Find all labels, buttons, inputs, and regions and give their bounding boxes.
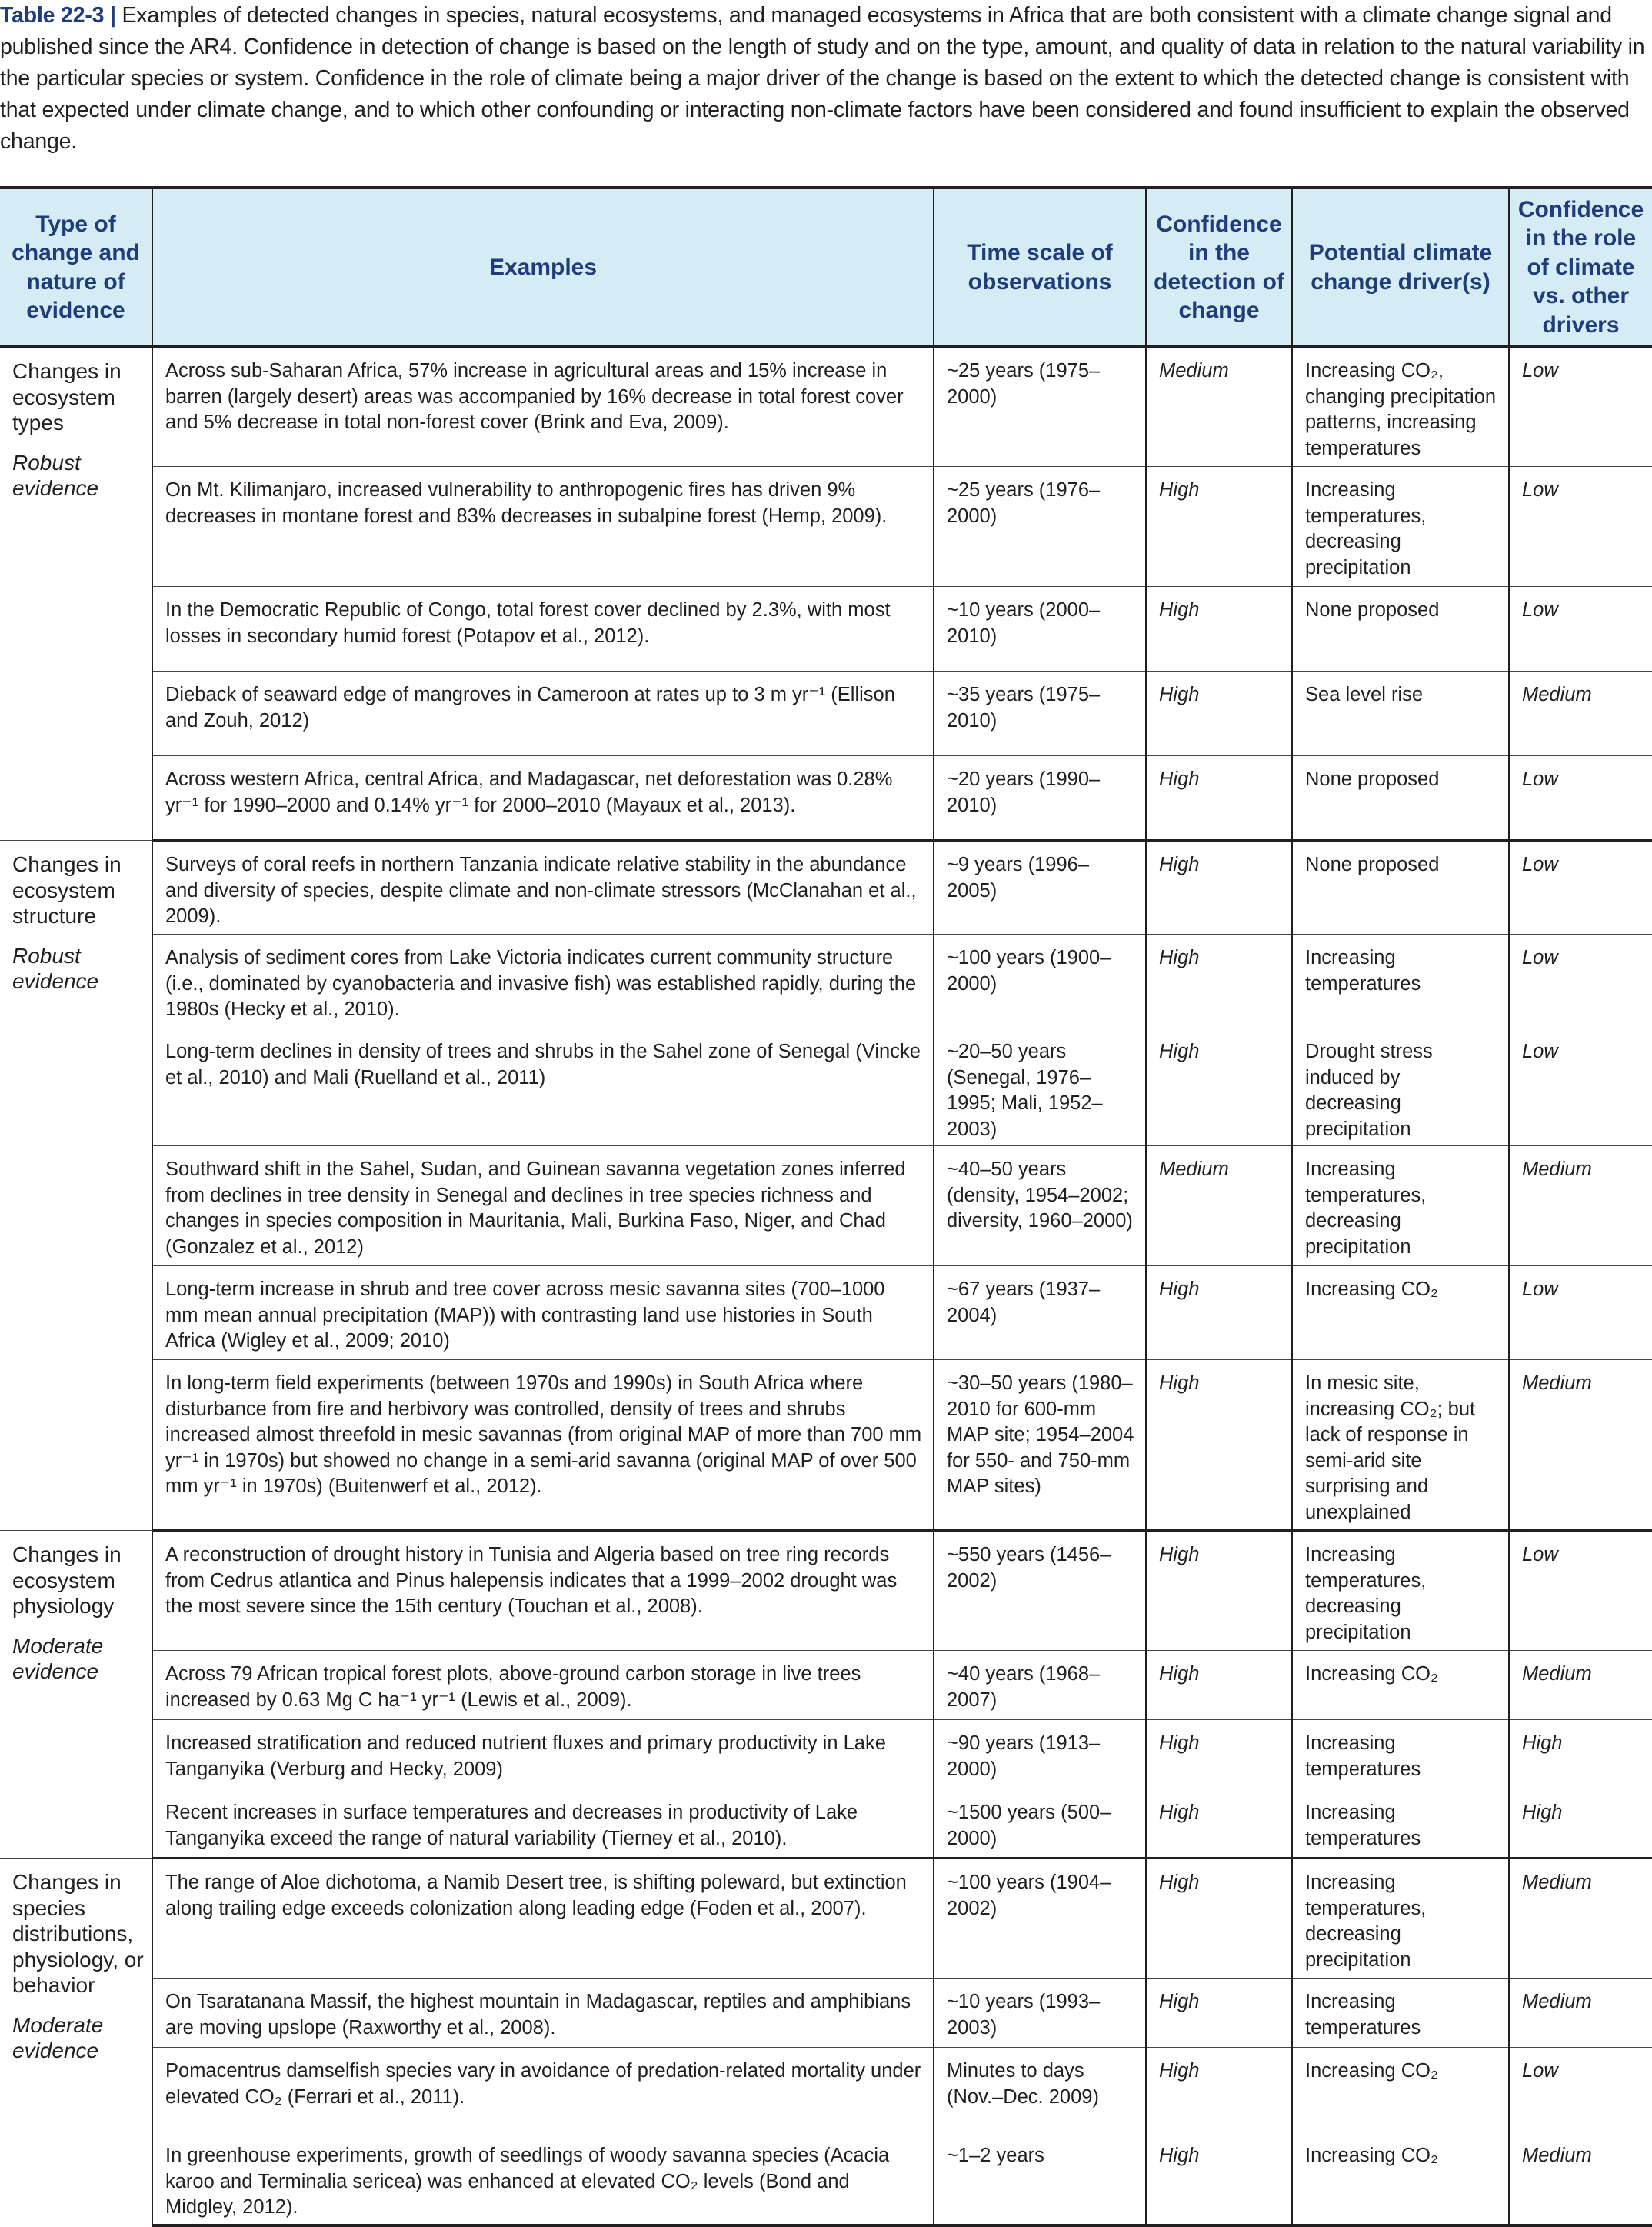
example-cell: Dieback of seaward edge of mangroves in Cameroon at rates up to 3 m yr⁻¹ (Ellison and Zouh, 2012) [152,672,934,756]
detection-confidence-cell: High [1146,756,1292,841]
driver-cell: In mesic site, increasing CO₂; but lack of response in semi-arid site surprising and unexplained [1292,1360,1509,1531]
example-cell: Across sub-Saharan Africa, 57% increase in agricultural areas and 15% increase in barren (largely desert) areas was accompanied by 16% decrease in total forest cover and 5% decrease in total non-forest cover (Brink and Eva, 2009). [152,347,934,467]
timescale-cell: ~67 years (1937–2004) [934,1266,1146,1360]
role-confidence-cell: Medium [1509,2132,1652,2225]
example-cell: In the Democratic Republic of Congo, total forest cover declined by 2.3%, with most losses in secondary humid forest (Potapov et al., 2012). [152,587,934,672]
role-confidence-cell: Low [1509,1028,1652,1146]
table-row [0,1146,1652,1266]
table-row [0,841,1652,935]
timescale-cell: ~1500 years (500–2000) [934,1789,1146,1859]
change-type: Changes in ecosystem types [12,359,122,435]
role-confidence-cell: Medium [1509,1146,1652,1266]
table-body [0,347,1652,2225]
role-confidence-cell: Medium [1509,1979,1652,2048]
driver-cell: Increasing temperatures, decreasing precipitation [1292,1531,1509,1651]
timescale-cell: ~100 years (1904–2002) [934,1859,1146,1979]
table-row [0,587,1652,672]
role-confidence-cell: High [1509,1720,1652,1789]
table-row [0,2048,1652,2132]
group-type-cell [0,1531,152,1859]
timescale-cell: ~20 years (1990–2010) [934,756,1146,841]
driver-cell: Increasing temperatures [1292,1789,1509,1859]
detection-confidence-cell: High [1146,1531,1292,1651]
table-row [0,1720,1652,1789]
evidence-level: Moderate evidence [12,2012,104,2062]
table-row [0,1789,1652,1859]
timescale-cell: ~9 years (1996–2005) [934,841,1146,935]
col-header-type: Type of change and nature of evidence [0,188,152,347]
table-row [0,1651,1652,1720]
col-header-driver: Potential climate change driver(s) [1292,188,1509,347]
table-row [0,347,1652,467]
role-confidence-cell: Low [1509,1266,1652,1360]
driver-cell: Increasing CO₂, changing precipitation patterns, increasing temperatures [1292,347,1509,467]
example-cell: Long-term increase in shrub and tree cover across mesic savanna sites (700–1000 mm mean annual precipitation (MAP)) with contrasting land use histories in South Africa (Wigley et al., 2009; 2010) [152,1266,934,1360]
role-confidence-cell: Medium [1509,1859,1652,1979]
table-row [0,756,1652,841]
example-cell: Across western Africa, central Africa, and Madagascar, net deforestation was 0.28% yr⁻¹ for 1990–2000 and 0.14% yr⁻¹ for 2000–2010 (Mayaux et al., 2013). [152,756,934,841]
example-cell: Increased stratification and reduced nutrient fluxes and primary productivity in Lake Tanganyika (Verburg and Hecky, 2009) [152,1720,934,1789]
detection-confidence-cell: High [1146,1859,1292,1979]
timescale-cell: ~20–50 years (Senegal, 1976–1995; Mali, 1952–2003) [934,1028,1146,1146]
evidence-level: Moderate evidence [12,1633,104,1683]
role-confidence-cell: Low [1509,935,1652,1028]
detection-confidence-cell: High [1146,467,1292,587]
detection-confidence-cell: High [1146,2132,1292,2225]
driver-cell: Increasing CO₂ [1292,2048,1509,2132]
timescale-cell: ~1–2 years [934,2132,1146,2225]
changes-table [0,186,1652,2227]
col-header-timescale: Time scale of observations [934,188,1146,347]
example-cell: The range of Aloe dichotoma, a Namib Desert tree, is shifting poleward, but extinction along trailing edge exceeds colonization along leading edge (Foden et al., 2007). [152,1859,934,1979]
table-row [0,935,1652,1028]
timescale-cell: ~35 years (1975–2010) [934,672,1146,756]
driver-cell: Increasing CO₂ [1292,2132,1509,2225]
detection-confidence-cell: High [1146,1028,1292,1146]
change-type: Changes in ecosystem physiology [12,1542,122,1618]
role-confidence-cell: Low [1509,2048,1652,2132]
driver-cell: None proposed [1292,587,1509,672]
role-confidence-cell: Medium [1509,672,1652,756]
group-type-cell [0,1859,152,2225]
role-confidence-cell: Low [1509,756,1652,841]
role-confidence-cell: Low [1509,467,1652,587]
detection-confidence-cell: High [1146,1720,1292,1789]
table-row [0,1266,1652,1360]
driver-cell: Drought stress induced by decreasing precipitation [1292,1028,1509,1146]
driver-cell: Increasing temperatures [1292,1979,1509,2048]
example-cell: Southward shift in the Sahel, Sudan, and Guinean savanna vegetation zones inferred from declines in tree density in Senegal and declines in tree species richness and changes in species composition in Mauritania, Mali, Burkina Faso, Niger, and Chad (Gonzalez et al., 2012) [152,1146,934,1266]
timescale-cell: ~40–50 years (density, 1954–2002; diversity, 1960–2000) [934,1146,1146,1266]
timescale-cell: ~100 years (1900–2000) [934,935,1146,1028]
example-cell: Analysis of sediment cores from Lake Victoria indicates current community structure (i.e., dominated by cyanobacteria and invasive fish) was established rapidly, during the 1980s (Hecky et al., 2010). [152,935,934,1028]
table-caption [0,0,1646,158]
driver-cell: None proposed [1292,756,1509,841]
caption-text: Examples of detected changes in species, natural ecosystems, and managed ecosystems in Africa that are both consistent with a climate change signal and published since the AR4. Confidence in detection of change is based on the length of study and on the type, amount, and quality of data in relation to the natural variability in the particular species or system. Confidence in the role of climate being a major driver of the change is based on the extent to which the detected change is consistent with that expected under climate change, and to which other confounding or interacting non-climate factors have been considered and found insufficient to explain the observed change. [0,3,1645,154]
evidence-level: Robust evidence [12,450,99,500]
table-row [0,1979,1652,2048]
timescale-cell: ~25 years (1976–2000) [934,467,1146,587]
detection-confidence-cell: High [1146,587,1292,672]
role-confidence-cell: Low [1509,841,1652,935]
evidence-level: Robust evidence [12,943,99,993]
driver-cell: Increasing temperatures, decreasing precipitation [1292,1146,1509,1266]
role-confidence-cell: Medium [1509,1360,1652,1531]
example-cell: On Tsaratanana Massif, the highest mountain in Madagascar, reptiles and amphibians are moving upslope (Raxworthy et al., 2008). [152,1979,934,2048]
example-cell: Long-term declines in density of trees and shrubs in the Sahel zone of Senegal (Vincke et al., 2010) and Mali (Ruelland et al., 2011) [152,1028,934,1146]
detection-confidence-cell: High [1146,672,1292,756]
col-header-examples: Examples [152,188,934,347]
example-cell: Across 79 African tropical forest plots, above-ground carbon storage in live trees increased by 0.63 Mg C ha⁻¹ yr⁻¹ (Lewis et al., 2009). [152,1651,934,1720]
timescale-cell: ~10 years (1993–2003) [934,1979,1146,2048]
group-type-cell [0,347,152,841]
role-confidence-cell: Low [1509,587,1652,672]
table-row [0,1028,1652,1146]
role-confidence-cell: Low [1509,347,1652,467]
detection-confidence-cell: High [1146,1979,1292,2048]
timescale-cell: Minutes to days (Nov.–Dec. 2009) [934,2048,1146,2132]
detection-confidence-cell: High [1146,1651,1292,1720]
driver-cell: Sea level rise [1292,672,1509,756]
driver-cell: Increasing temperatures [1292,935,1509,1028]
example-cell: On Mt. Kilimanjaro, increased vulnerability to anthropogenic fires has driven 9% decreases in montane forest and 83% decreases in subalpine forest (Hemp, 2009). [152,467,934,587]
example-cell: Pomacentrus damselfish species vary in avoidance of predation-related mortality under elevated CO₂ (Ferrari et al., 2011). [152,2048,934,2132]
timescale-cell: ~30–50 years (1980–2010 for 600-mm MAP site; 1954–2004 for 550- and 750-mm MAP sites) [934,1360,1146,1531]
detection-confidence-cell: High [1146,2048,1292,2132]
col-header-detection: Confidence in the detection of change [1146,188,1292,347]
table-row [0,1531,1652,1651]
group-type-cell [0,841,152,1531]
timescale-cell: ~550 years (1456–2002) [934,1531,1146,1651]
detection-confidence-cell: High [1146,841,1292,935]
detection-confidence-cell: Medium [1146,347,1292,467]
role-confidence-cell: High [1509,1789,1652,1859]
table-row [0,672,1652,756]
driver-cell: Increasing temperatures [1292,1720,1509,1789]
example-cell: In greenhouse experiments, growth of seedlings of woody savanna species (Acacia karoo and Terminalia sericea) was enhanced at elevated CO₂ levels (Bond and Midgley, 2012). [152,2132,934,2225]
driver-cell: Increasing CO₂ [1292,1266,1509,1360]
example-cell: Recent increases in surface temperatures and decreases in productivity of Lake Tanganyika exceed the range of natural variability (Tierney et al., 2010). [152,1789,934,1859]
detection-confidence-cell: Medium [1146,1146,1292,1266]
timescale-cell: ~25 years (1975–2000) [934,347,1146,467]
change-type: Changes in species distributions, physiology, or behavior [12,1870,144,1997]
timescale-cell: ~90 years (1913–2000) [934,1720,1146,1789]
timescale-cell: ~10 years (2000–2010) [934,587,1146,672]
driver-cell: Increasing temperatures, decreasing precipitation [1292,467,1509,587]
table-row [0,1360,1652,1531]
table-row [0,2132,1652,2225]
col-header-role: Confidence in the role of climate vs. other drivers [1509,188,1652,347]
table-label: Table 22-3 | [0,3,116,28]
detection-confidence-cell: High [1146,1360,1292,1531]
timescale-cell: ~40 years (1968–2007) [934,1651,1146,1720]
detection-confidence-cell: High [1146,1266,1292,1360]
example-cell: Surveys of coral reefs in northern Tanzania indicate relative stability in the abundance and diversity of species, despite climate and non-climate stressors (McClanahan et al., 2009). [152,841,934,935]
example-cell: A reconstruction of drought history in Tunisia and Algeria based on tree ring records from Cedrus atlantica and Pinus halepensis indicates that a 1999–2002 drought was the most severe since the 15th century (Touchan et al., 2008). [152,1531,934,1651]
table-row [0,467,1652,587]
table-row [0,1859,1652,1979]
example-cell: In long-term field experiments (between 1970s and 1990s) in South Africa where disturbance from fire and herbivory was controlled, density of trees and shrubs increased almost threefold in mesic savannas (from original MAP of more than 700 mm yr⁻¹ in 1970s) but showed no change in a semi-arid savanna (original MAP of over 500 mm yr⁻¹ in 1970s) (Buitenwerf et al., 2012). [152,1360,934,1531]
role-confidence-cell: Low [1509,1531,1652,1651]
header-row [0,188,1652,347]
role-confidence-cell: Medium [1509,1651,1652,1720]
change-type: Changes in ecosystem structure [12,852,122,928]
detection-confidence-cell: High [1146,1789,1292,1859]
driver-cell: Increasing temperatures, decreasing precipitation [1292,1859,1509,1979]
driver-cell: None proposed [1292,841,1509,935]
driver-cell: Increasing CO₂ [1292,1651,1509,1720]
detection-confidence-cell: High [1146,935,1292,1028]
